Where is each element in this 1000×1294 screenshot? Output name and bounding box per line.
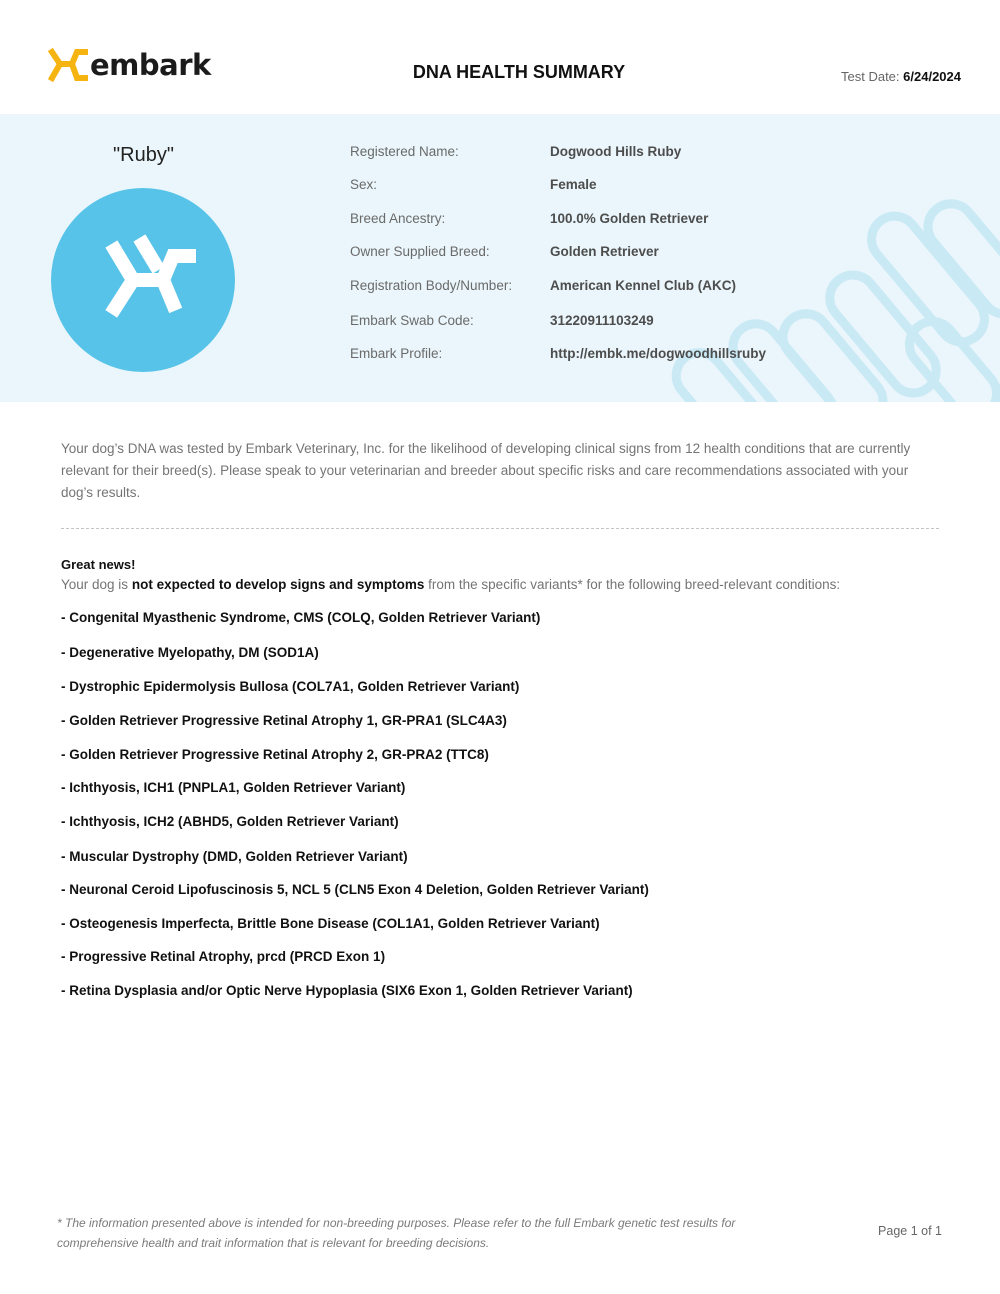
condition-item: - Ichthyosis, ICH2 (ABHD5, Golden Retriever Variant)	[61, 814, 399, 829]
detail-label: Sex:	[350, 177, 378, 192]
condition-item: - Golden Retriever Progressive Retinal Atrophy 1, GR-PRA1 (SLC4A3)	[61, 713, 507, 728]
footnote: * The information presented above is intended for non-breeding purposes. Please refer to the full Embark genetic test results for comprehensive health and trait information that is relevant for breeding decisions.	[57, 1216, 736, 1250]
detail-label: Registration Body/Number:	[350, 278, 513, 293]
embark-mark-icon	[51, 188, 235, 372]
condition-item: - Neuronal Ceroid Lipofuscinosis 5, NCL 5 (CLN5 Exon 4 Deletion, Golden Retriever Variant)	[61, 882, 649, 897]
condition-item: - Dystrophic Epidermolysis Bullosa (COL7A1, Golden Retriever Variant)	[61, 679, 520, 694]
detail-value: Female	[550, 177, 597, 192]
detail-label: Owner Supplied Breed:	[350, 244, 490, 259]
summary-suffix: from the specific variants* for the following breed-relevant conditions:	[428, 577, 841, 592]
test-date-label: Test Date:	[841, 69, 900, 84]
condition-item: - Muscular Dystrophy (DMD, Golden Retriever Variant)	[61, 849, 408, 864]
page-number: Page 1 of 1	[878, 1224, 942, 1238]
condition-item: - Golden Retriever Progressive Retinal Atrophy 2, GR-PRA2 (TTC8)	[61, 747, 489, 762]
detail-label: Embark Swab Code:	[350, 313, 474, 328]
detail-label: Embark Profile:	[350, 346, 443, 361]
results-summary	[61, 577, 840, 592]
condition-item: - Ichthyosis, ICH1 (PNPLA1, Golden Retriever Variant)	[61, 780, 406, 795]
detail-value: 31220911103249	[550, 313, 654, 328]
detail-value[interactable]: http://embk.me/dogwoodhillsruby	[550, 346, 766, 361]
detail-value: American Kennel Club (AKC)	[550, 278, 737, 293]
page-header	[0, 0, 1000, 114]
intro-paragraph: Your dog’s DNA was tested by Embark Veterinary, Inc. for the likelihood of developing clinical signs from 12 health conditions that are currently relevant for their breed(s). Please speak to your veterinarian and breeder about specific risks and care recommendations associated with your dog’s results.	[61, 441, 911, 500]
test-date-value: 6/24/2024	[903, 69, 961, 84]
detail-value: Dogwood Hills Ruby	[550, 144, 682, 159]
test-date	[841, 69, 961, 84]
condition-item: - Osteogenesis Imperfecta, Brittle Bone Disease (COL1A1, Golden Retriever Variant)	[61, 916, 600, 931]
summary-bold: not expected to develop signs and symptoms	[131, 577, 425, 592]
condition-item: - Progressive Retinal Atrophy, prcd (PRCD Exon 1)	[61, 949, 386, 964]
condition-item: - Retina Dysplasia and/or Optic Nerve Hypoplasia (SIX6 Exon 1, Golden Retriever Variant)	[61, 983, 633, 998]
detail-label: Breed Ancestry:	[350, 211, 446, 226]
condition-item: - Congenital Myasthenic Syndrome, CMS (COLQ, Golden Retriever Variant)	[61, 610, 541, 625]
condition-item: - Degenerative Myelopathy, DM (SOD1A)	[61, 645, 319, 660]
dog-call-name: "Ruby"	[113, 144, 174, 166]
dog-profile-section	[0, 114, 1000, 402]
results-heading: Great news!	[61, 557, 136, 572]
document-title: DNA HEALTH SUMMARY	[412, 62, 626, 82]
detail-value: Golden Retriever	[550, 244, 659, 259]
detail-label: Registered Name:	[350, 144, 459, 159]
summary-prefix: Your dog is	[61, 577, 129, 592]
dog-avatar	[51, 188, 235, 372]
brand-name: embark	[90, 48, 211, 82]
section-divider	[61, 528, 939, 529]
detail-value: 100.0% Golden Retriever	[550, 211, 709, 226]
